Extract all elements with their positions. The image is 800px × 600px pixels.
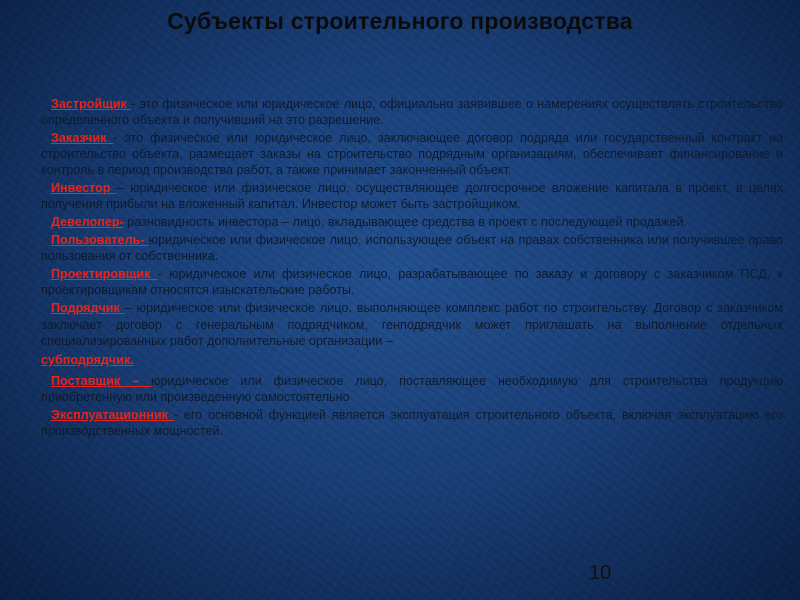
- term-label: Застройщик: [51, 97, 132, 111]
- definition-text: разновидность инвестора – лицо, вкладывающее средства в проект с последующей продажей.: [123, 215, 687, 230]
- definition-designer: [41, 266, 783, 298]
- definition-text: юридическое или физическое лицо, использующее объект на правах собственника или получившее право пользования от собственника.: [41, 233, 784, 264]
- definition-text: - его основной функцией является эксплуатация строительного объекта, включая эксплуатацию его производственных мощностей.: [41, 407, 783, 439]
- definition-subcontractor: [41, 352, 783, 368]
- definition-text: – юридическое или физическое лицо, выполняющее комплекс работ по строительству. Договор с заказчиком заключает договор с генеральным подрядчиком, генподрядчик может приглашать на выполнение отдельных специализированных работ дополнительные организации –: [41, 301, 783, 348]
- term-label: Девелопер-: [51, 215, 124, 230]
- term-label: Подрядчик: [51, 301, 125, 316]
- definition-customer: [41, 130, 783, 178]
- term-label: субподрядчик.: [41, 352, 134, 367]
- definition-text: - это физическое или юридическое лицо, заключающее договор подряда или государственный контракт на строительство объекта, размещает заказы на строительство подрядным организациям, обеспечивает финансирование и контроль в период производства работ, а также принимает законченный объект.: [41, 131, 783, 178]
- definition-text: – юридическое или физическое лицо, осуществляющее долгосрочное вложение капитала в проект, в целях получения прибыли на вложенный капитал. Инвестор может быть застройщиком.: [41, 181, 784, 212]
- definition-developer-owner: [41, 96, 783, 128]
- definition-text: юридическое или физическое лицо, поставляющее необходимую для строительства продукцию приобретенную или произведенную самостоятельно: [41, 373, 784, 404]
- slide-title: Субъекты строительного производства: [167, 8, 633, 34]
- page-number: 10: [588, 562, 612, 584]
- definition-supplier: [41, 373, 783, 405]
- term-label: Эксплуатационник: [51, 407, 174, 422]
- term-label: Пользователь-: [51, 233, 149, 248]
- definition-developer: [41, 214, 783, 230]
- definition-user: [41, 232, 783, 264]
- term-label: Инвестор: [51, 181, 117, 196]
- definitions-list: [41, 96, 783, 441]
- term-label: Проектировщик: [51, 267, 158, 282]
- definition-investor: [41, 180, 783, 212]
- definition-text: - юридическое или физическое лицо, разрабатывающее по заказу и договору с заказчиком ПСД, к проектировщикам относятся изыскательские работы.: [41, 267, 783, 298]
- definition-contractor: [41, 300, 783, 348]
- definition-text: - это физическое или юридическое лицо, официально заявившее о намерениях осуществлять строительство определенного объекта и получивший на это разрешение.: [41, 97, 783, 128]
- definition-operator: [41, 407, 783, 439]
- term-label: Поставщик –: [51, 373, 151, 388]
- term-label: Заказчик: [51, 131, 114, 146]
